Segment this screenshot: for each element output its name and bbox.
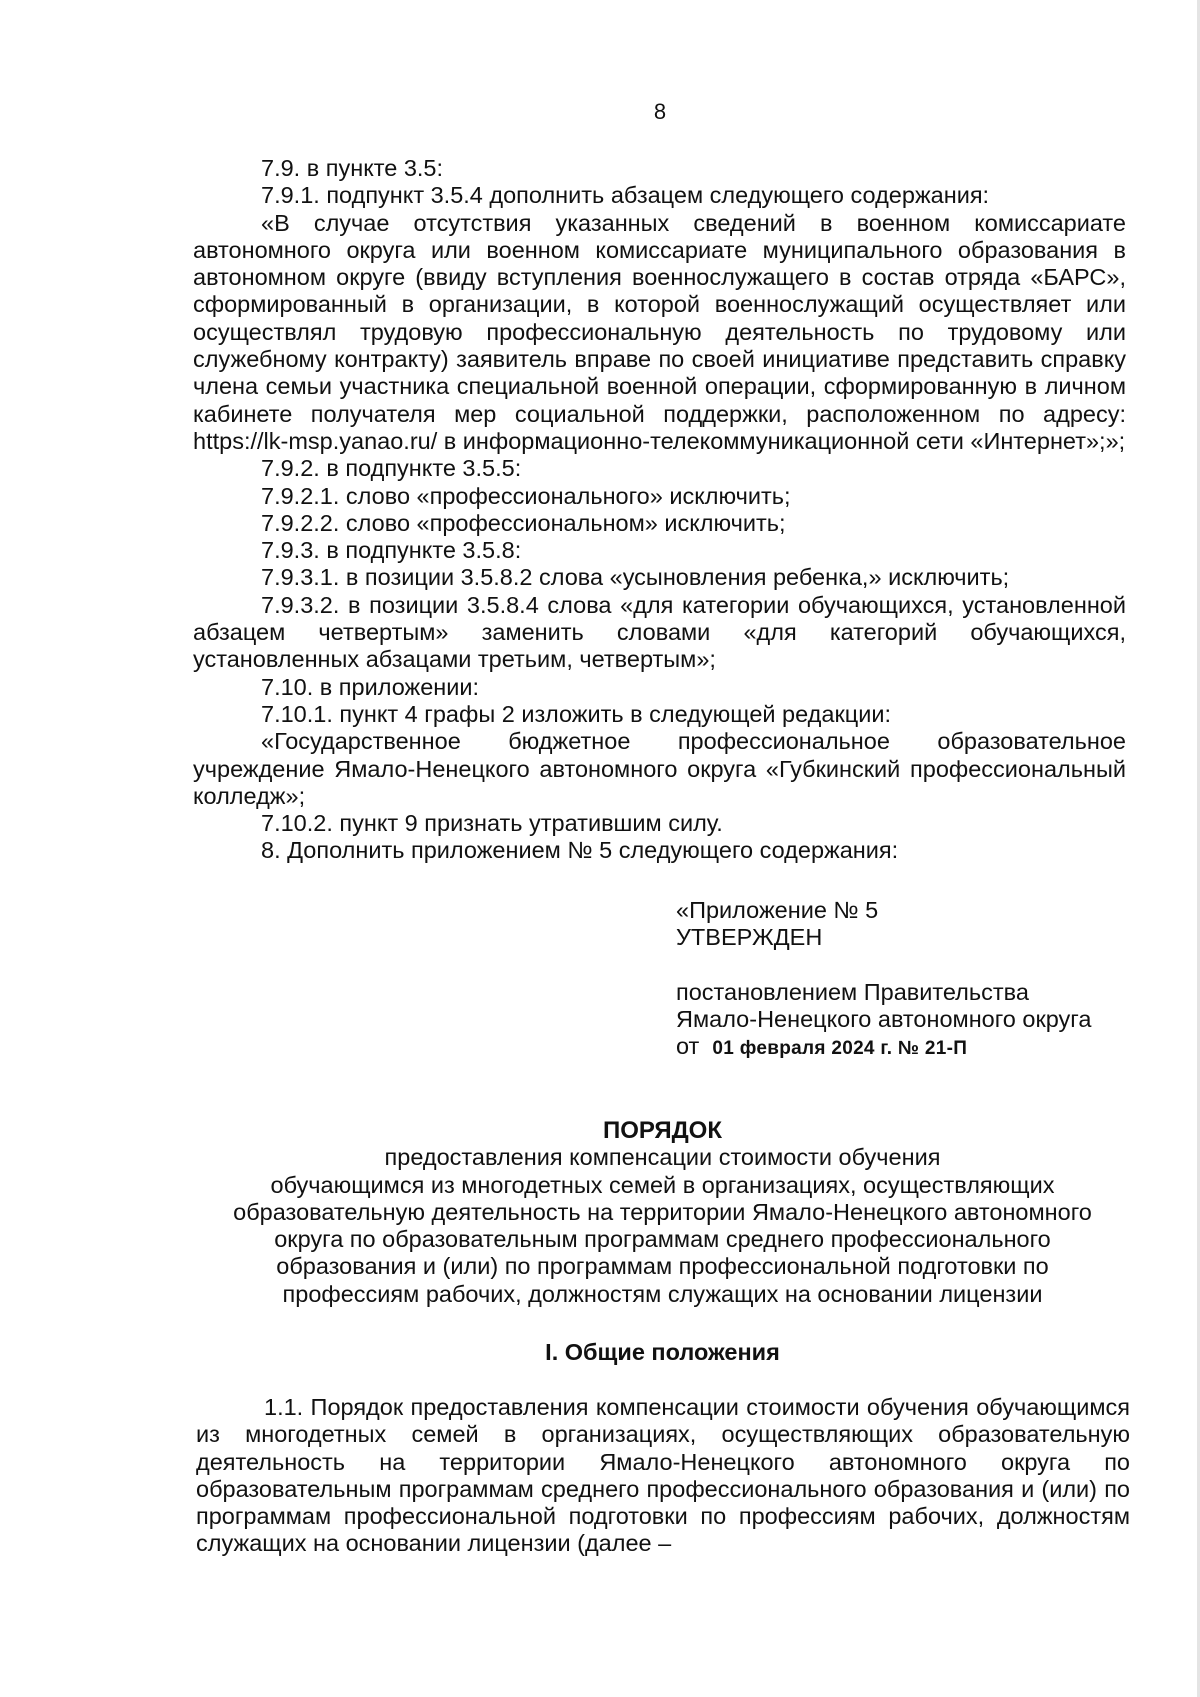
- paragraph: 7.9. в пункте 3.5:: [261, 155, 444, 181]
- paragraph: 7.9.3. в подпункте 3.5.8:: [261, 537, 522, 564]
- paragraph: 7.9.3.1. в позиции 3.5.8.2 слова «усыновления ребенка,» исключить;: [261, 564, 1010, 591]
- paragraph: «В случае отсутствия указанных сведений в военном комиссариате автономного округа или военном комиссариате муниципального образования в автономном округе (ввиду вступления военнослужащего в состав отряда «БАРС», сформированный в организации, в которой военнослужащий осуществляет или осуществлял трудовую профессиональную деятельность по трудовому или служебному контракту) заявитель вправе по своей инициативе представить справку члена семьи участника специальной военной операции, сформированную в личном кабинете получателя мер социальной поддержки, расположенном по адресу: https://lk-msp.yanao.ru/ в информационно-телекоммуникационной сети «Интернет»;»;: [193, 209, 1126, 454]
- title-line: образовательную деятельность на территории Ямало-Ненецкого автономного: [233, 1198, 1092, 1225]
- paragraph: 7.10. в приложении:: [261, 673, 480, 700]
- paragraph: 8. Дополнить приложением № 5 следующего содержания:: [261, 837, 899, 864]
- paragraph: 7.9.3.2. в позиции 3.5.8.4 слова «для категории обучающихся, установленной абзацем четвертым» заменить словами «для категорий обучающихся, установленных абзацами третьим, четвертым»;: [193, 591, 1126, 673]
- section-body: [196, 1394, 1130, 1558]
- paragraph: 7.9.2. в подпункте 3.5.5:: [261, 455, 522, 482]
- approved-label: УТВЕРЖДЕН: [676, 924, 823, 951]
- paragraph: 7.9.2.2. слово «профессиональном» исключить;: [261, 509, 786, 536]
- date-prefix: от: [676, 1033, 700, 1060]
- title-line: профессиям рабочих, должностям служащих на основании лицензии: [282, 1280, 1043, 1307]
- paragraph: 7.9.2.1. слово «профессионального» исключить;: [261, 482, 791, 509]
- title-line: предоставления компенсации стоимости обучения: [384, 1144, 941, 1171]
- paragraph: 7.9.1. подпункт 3.5.4 дополнить абзацем следующего содержания:: [261, 182, 990, 209]
- approval-block: [676, 897, 1146, 1063]
- paragraph: «Государственное бюджетное профессиональное образовательное учреждение Ямало-Ненецкого автономного округа «Губкинский профессиональный колледж»;: [193, 728, 1126, 809]
- decree-line: Ямало-Ненецкого автономного округа: [676, 1006, 1092, 1033]
- date-value: 01 февраля 2024 г. № 21-П: [712, 1038, 968, 1060]
- paragraph: 1.1. Порядок предоставления компенсации стоимости обучения обучающимся из многодетных семей в организациях, осуществляющих образовательную деятельность на территории Ямало-Ненецкого автономного округа по образовательным программам среднего профессионального образования и (или) по программам профессиональной подготовки по профессиям рабочих, должностям служащих на основании лицензии (далее –: [196, 1394, 1130, 1557]
- title-line: образования и (или) по программам профессиональной подготовки по: [276, 1253, 1049, 1280]
- decree-date: [676, 1033, 1146, 1062]
- paragraph: 7.10.2. пункт 9 признать утратившим силу.: [261, 810, 723, 837]
- decree-line: постановлением Правительства: [676, 978, 1029, 1005]
- paragraph: 7.10.1. пункт 4 графы 2 изложить в следующей редакции:: [261, 700, 891, 727]
- page-number: 8: [653, 99, 667, 124]
- title-line: округа по образовательным программам среднего профессионального: [274, 1226, 1051, 1253]
- amendments-body: [193, 155, 1126, 865]
- title-heading: ПОРЯДОК: [603, 1117, 722, 1144]
- section-heading: I. Общие положения: [545, 1339, 780, 1365]
- procedure-title: [190, 1117, 1135, 1308]
- title-line: обучающимся из многодетных семей в организациях, осуществляющих: [270, 1171, 1055, 1198]
- appendix-label: «Приложение № 5: [676, 897, 879, 923]
